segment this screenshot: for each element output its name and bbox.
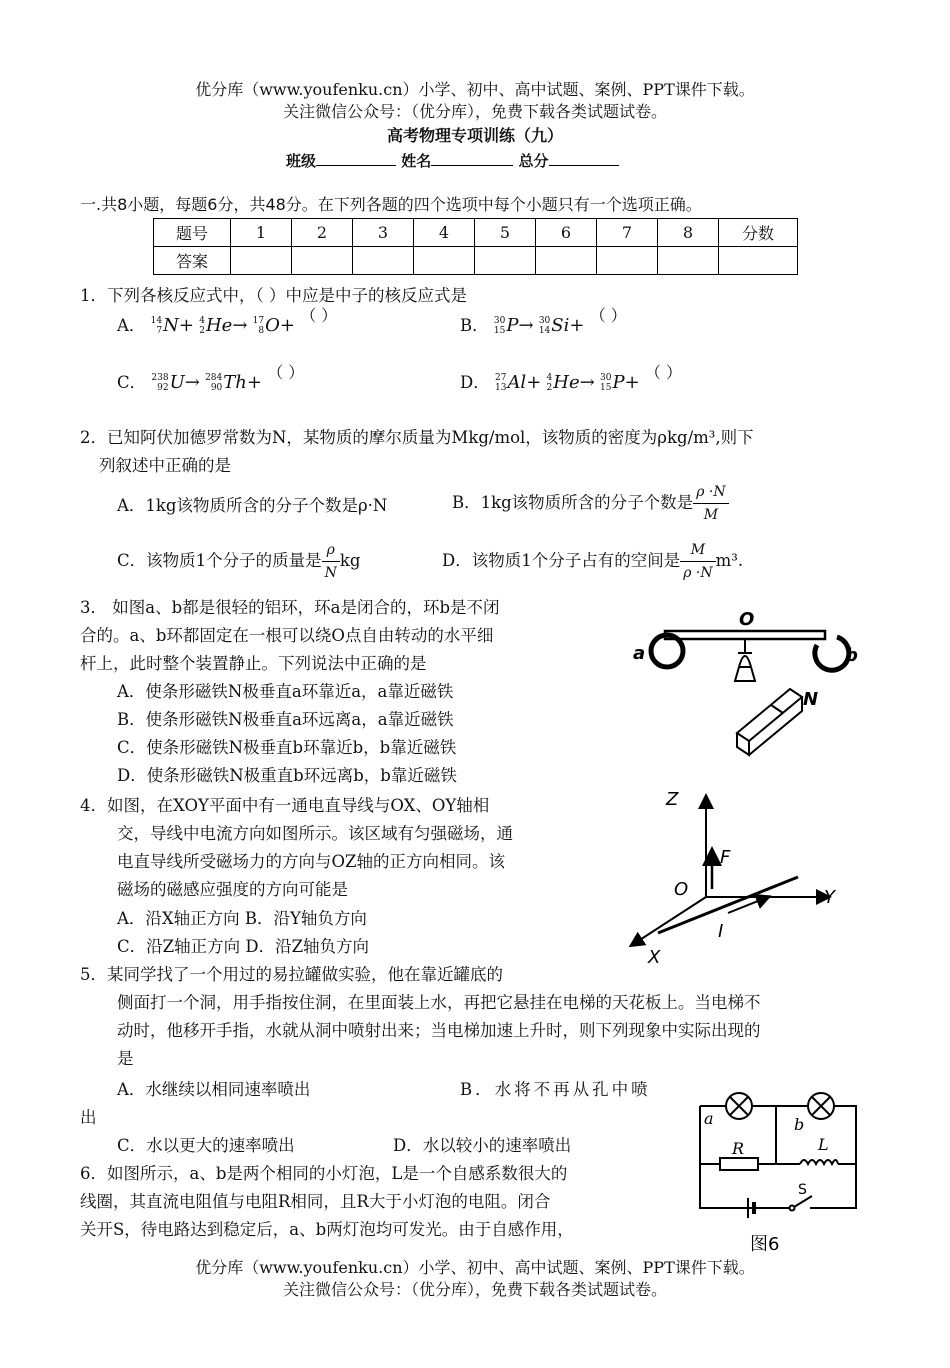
label-i: I [718, 921, 724, 942]
table-row [154, 247, 798, 275]
q3-option-d: D．使条形磁铁N极重直b环远离b，b靠近磁铁 [117, 766, 457, 785]
table-cell: 1 [231, 219, 292, 247]
inductor-l [800, 1160, 838, 1164]
q4-line-3: 电直导线所受磁场力的方向与OZ轴的正方向相同。该 [117, 852, 505, 871]
label-x: X [648, 947, 661, 968]
nuclide: 30 14Si [538, 315, 570, 336]
blank-paren[interactable]: （ ） [644, 363, 682, 382]
q2-stem-1: 2．已知阿伏加德罗常数为N，某物质的摩尔质量为Mkg/mol，该物质的密度为ρkg/m³,则下 [80, 428, 754, 447]
nuclide: 30 15P [493, 315, 519, 336]
q1-stem: 1．下列各核反应式中，（ ）中应是中子的核反应式是 [80, 286, 467, 305]
table-cell: 2 [292, 219, 353, 247]
horizontal-rod [665, 631, 825, 639]
q1-option-b: B． 30 15P→ 30 14Si+ （ ） [460, 306, 627, 336]
label-a: a [633, 643, 646, 664]
label-n: N [803, 689, 819, 710]
circuit-diagram [690, 1080, 870, 1258]
page-title: 高考物理专项训练（九） [386, 126, 563, 145]
table-cell: 题号 [154, 219, 231, 247]
blank-paren[interactable]: （ ） [589, 306, 627, 325]
q2-option-c: C．该物质1个分子的质量是 $\frac{\rho}{N}$ kg [117, 539, 360, 584]
header-line-1: 优分库（www.youfenku.cn）小学、初中、高中试题、案例、PPT课件下载。 [195, 80, 755, 99]
table-cell: 4 [414, 219, 475, 247]
q2-stem-2: 列叙述中正确的是 [99, 456, 231, 475]
q4-line-1: 4．如图，在XOY平面中有一通电直导线与OX、OY轴相 [80, 796, 490, 815]
current-arrow [728, 897, 768, 913]
section-1-instructions: 一.共8小题，每题6分，共48分。在下列各题的四个选项中每个小题只有一个选项正确。 [80, 195, 702, 214]
q2-option-d: D．该物质1个分子占有的空间是 $\frac{M}{\rho \cdot N}$ m³. [442, 539, 743, 584]
label-b: b [845, 645, 858, 666]
score-label: 总分 [518, 152, 549, 170]
q2-option-a: A．1kg该物质所含的分子个数是ρ·N [117, 496, 388, 515]
nuclide: 30 15P [599, 372, 625, 393]
nuclide: 14 7N [150, 315, 179, 336]
label-r: R [732, 1139, 745, 1158]
q3-option-c: C．使条形磁铁N极垂直b环靠近b，b靠近磁铁 [117, 738, 457, 757]
nuclide: 4 2He [199, 315, 233, 336]
nuclide: 284 90Th [205, 372, 247, 393]
bar-magnet [737, 689, 802, 741]
q5-option-c: C．水以更大的速率喷出 [117, 1136, 295, 1155]
label-o: O [674, 879, 689, 900]
nuclide: 17 8O [252, 315, 280, 336]
student-info [286, 150, 619, 171]
q2-option-b: B．1kg该物质所含的分子个数是 $\frac{\rho \cdot N}{M}$ [452, 481, 729, 526]
q3-line-2: 合的。a、b环都固定在一根可以绕O点自由转动的水平细 [80, 626, 494, 645]
q3-option-a: A．使条形磁铁N极垂直a环靠近a，a靠近磁铁 [117, 682, 454, 701]
answer-cell[interactable] [231, 247, 292, 275]
q5-option-b: B．水将不再从孔中喷 [460, 1080, 651, 1099]
class-label: 班级 [286, 152, 317, 170]
q6-line-2: 线圈，其直流电阻值与电阻R相同，且R大于小灯泡的电阻。闭合 [80, 1192, 551, 1211]
score-blank[interactable] [549, 151, 619, 166]
fraction: $\frac{M}{\rho \cdot N}$ [680, 539, 715, 584]
table-row [154, 219, 798, 247]
rings-diagram [625, 605, 875, 760]
nuclide: 238 92U [151, 372, 185, 393]
answer-cell[interactable] [292, 247, 353, 275]
label-y: Y [824, 887, 835, 908]
label-s: S [798, 1182, 807, 1198]
fraction: $\frac{\rho}{N}$ [322, 539, 340, 584]
nuclide: 27 13Al [494, 372, 527, 393]
footer-line-1: 优分库（www.youfenku.cn）小学、初中、高中试题、案例、PPT课件下载。 [195, 1258, 755, 1277]
class-blank[interactable] [316, 151, 396, 166]
answer-cell[interactable] [719, 247, 798, 275]
q4-options-ab: A．沿X轴正方向 B．沿Y轴负方向 [117, 909, 367, 928]
q3-line-1: 3． 如图a、b都是很轻的铝环，环a是闭合的，环b是不闭 [80, 598, 500, 617]
q5-option-b-cont: 出 [80, 1108, 97, 1127]
label-a: a [704, 1109, 714, 1128]
label-z: Z [666, 789, 679, 810]
blank-paren[interactable]: （ ） [267, 363, 305, 382]
answer-table [153, 218, 798, 275]
table-cell: 7 [597, 219, 658, 247]
table-cell: 答案 [154, 247, 231, 275]
q5-line-1: 5．某同学找了一个用过的易拉罐做实验，他在靠近罐底的 [80, 965, 503, 984]
label-f: F [720, 847, 731, 868]
answer-cell[interactable] [536, 247, 597, 275]
table-cell: 8 [658, 219, 719, 247]
blank-paren[interactable]: （ ） [300, 306, 338, 325]
table-cell: 5 [475, 219, 536, 247]
x-axis [632, 897, 706, 945]
q5-option-d: D．水以较小的速率喷出 [393, 1136, 572, 1155]
q4-line-2: 交，导线中电流方向如图所示。该区域有匀强磁场，通 [117, 824, 513, 843]
figure-caption: 图6 [750, 1234, 780, 1255]
q5-line-4: 是 [117, 1049, 134, 1068]
q5-option-a: A．水继续以相同速率喷出 [117, 1080, 311, 1099]
footer-line-2: 关注微信公众号：（优分库），免费下载各类试题试卷。 [282, 1280, 667, 1299]
q1-option-a: A． 14 7N+ 4 2He→ 17 8O+ （ ） [117, 306, 338, 336]
resistor-r [720, 1158, 758, 1170]
table-cell: 分数 [719, 219, 798, 247]
name-label: 姓名 [401, 152, 432, 170]
table-cell: 3 [353, 219, 414, 247]
answer-cell[interactable] [475, 247, 536, 275]
header-line-2: 关注微信公众号：（优分库），免费下载各类试题试卷。 [282, 102, 667, 121]
q4-line-4: 磁场的磁感应强度的方向可能是 [117, 880, 348, 899]
label-l: L [818, 1135, 829, 1154]
q3-option-b: B．使条形磁铁N极垂直a环远离a，a靠近磁铁 [117, 710, 454, 729]
q4-options-cd: C．沿Z轴正方向 D．沿Z轴负方向 [117, 937, 370, 956]
nuclide: 4 2He [546, 372, 580, 393]
axes-diagram [618, 785, 848, 970]
pivot-stand [735, 639, 755, 681]
label-b: b [794, 1115, 805, 1134]
q3-line-3: 杆上，此时整个装置静止。下列说法中正确的是 [80, 654, 427, 673]
answer-cell[interactable] [414, 247, 475, 275]
q1-option-c: C． 238 92U→ 284 90Th+ （ ） [117, 363, 305, 393]
answer-cell[interactable] [597, 247, 658, 275]
answer-cell[interactable] [658, 247, 719, 275]
q6-line-3: 关开S，待电路达到稳定后，a、b两灯泡均可发光。由于自感作用， [80, 1220, 574, 1239]
q6-line-1: 6．如图所示，a、b是两个相同的小灯泡，L是一个自感系数很大的 [80, 1164, 568, 1183]
table-cell: 6 [536, 219, 597, 247]
q5-line-2: 侧面打一个洞，用手指按住洞，在里面装上水，再把它悬挂在电梯的天花板上。当电梯不 [117, 993, 761, 1012]
answer-cell[interactable] [353, 247, 414, 275]
fraction: $\frac{\rho \cdot N}{M}$ [693, 481, 728, 526]
label-o: O [739, 609, 755, 630]
q5-line-3: 动时，他移开手指，水就从洞中喷射出来；当电梯加速上升时，则下列现象中实际出现的 [117, 1021, 761, 1040]
ring-b [815, 637, 849, 670]
name-blank[interactable] [431, 151, 513, 166]
q1-option-d: D． 27 13Al+ 4 2He→ 30 15P+ （ ） [460, 363, 682, 393]
